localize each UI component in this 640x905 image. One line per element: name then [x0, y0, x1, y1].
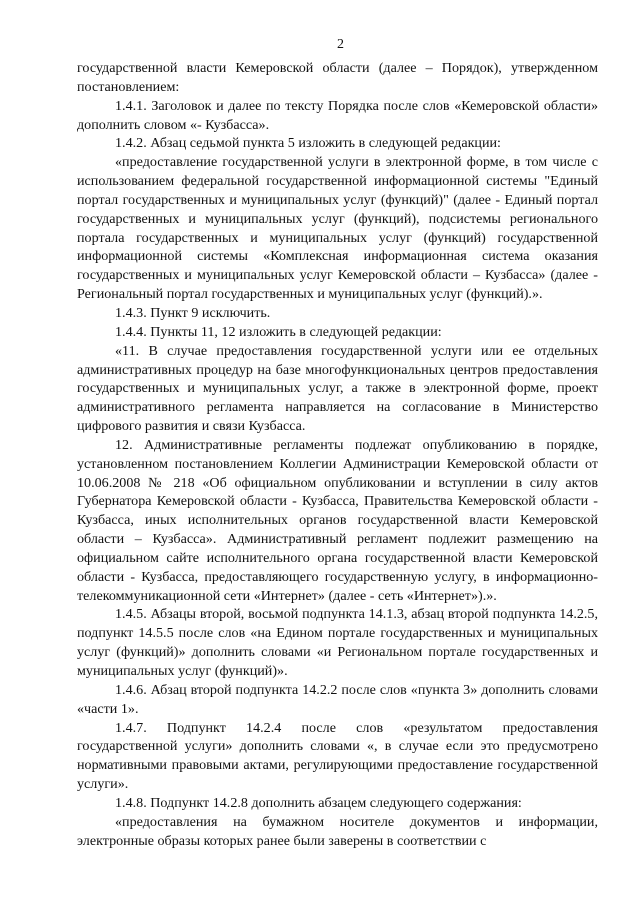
paragraph: 1.4.5. Абзацы второй, восьмой подпункта 14.1.3, абзац второй подпункта 14.2.5, подпункт 14.5.5 после слов «на Едином портале государственных и муниципальных услуг (функций)» дополнить словами «и Региональном портале государственных и муниципальных услуг (функций)». [77, 606, 598, 679]
page-number: 2 [337, 37, 344, 52]
paragraph: 1.4.8. Подпункт 14.2.8 дополнить абзацем следующего содержания: [115, 794, 522, 811]
paragraph: 1.4.1. Заголовок и далее по тексту Порядка после слов «Кемеровской области» дополнить словом «- Кузбасса». [77, 97, 598, 133]
paragraph: 12. Административные регламенты подлежат опубликованию в порядке, установленном постановлением Коллегии Администрации Кемеровской области от 10.06.2008 № 218 «Об официальном опубликовании и вступлении в силу актов Губернатора Кемеровской области - Кузбасса, Правительства Кемеровской области - Кузбасса, иных исполнительных органов государственной власти Кемеровской области – Кузбасса». Административный регламент подлежит размещению на официальном сайте исполнительного органа государственной власти Кемеровской области - Кузбасса, предоставляющего государственную услугу, в информационно-телекоммуникационной сети «Интернет» (далее - сеть «Интернет»).». [77, 436, 598, 604]
paragraph: 1.4.2. Абзац седьмой пункта 5 изложить в следующей редакции: [115, 135, 501, 152]
paragraph: «предоставления на бумажном носителе документов и информации, электронные образы которых ранее были заверены в соответствии с [77, 813, 598, 849]
paragraph: «11. В случае предоставления государственной услуги или ее отдельных административных процедур на базе многофункциональных центров предоставления государственных и муниципальных услуг, а также в электронной форме, проект административного регламента направляется на согласование в Министерство цифрового развития и связи Кузбасса. [77, 342, 598, 435]
document-body [77, 59, 598, 850]
paragraph: государственной власти Кемеровской области (далее – Порядок), утвержденном постановлением: [77, 60, 598, 95]
paragraph: 1.4.3. Пункт 9 исключить. [115, 304, 271, 321]
paragraph: 1.4.4. Пункты 11, 12 изложить в следующей редакции: [115, 323, 442, 340]
paragraph: «предоставление государственной услуги в электронной форме, в том числе с использованием федеральной государственной информационной системы "Единый портал государственных и муниципальных услуг (функций)" (далее - Единый портал государственных и муниципальных услуг (функций), подсистемы регионального портала государственных и муниципальных услуг (функций) государственной информационной системы «Комплексная информационная система оказания государственных и муниципальных услуг Кемеровской области – Кузбасса» (далее - Региональный портал государственных и муниципальных услуг (функций).». [77, 154, 598, 303]
paragraph: 1.4.7. Подпункт 14.2.4 после слов «результатом предоставления государственной услуги» дополнить словами «, в случае если это предусмотрено нормативными правовыми актами, регулирующими предоставление государственной услуги». [77, 719, 598, 793]
paragraph: 1.4.6. Абзац второй подпункта 14.2.2 после слов «пункта 3» дополнить словами «части 1». [77, 681, 598, 717]
